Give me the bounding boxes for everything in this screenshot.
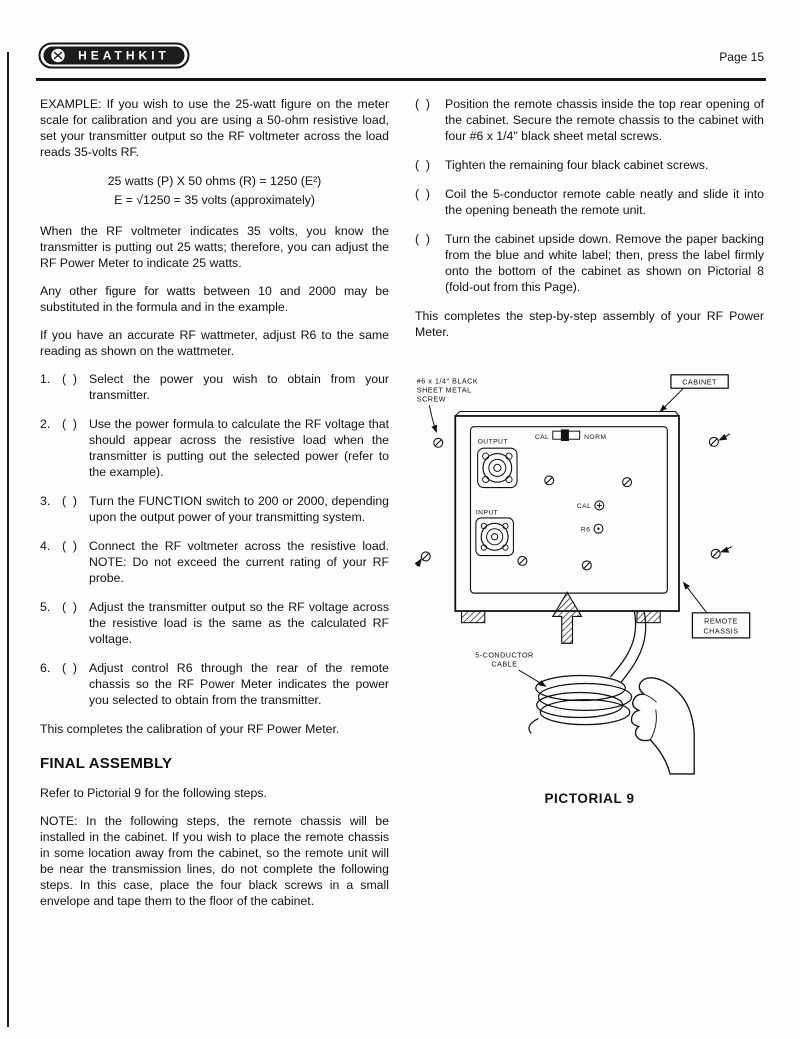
two-column-body: [0, 81, 800, 922]
final-assembly-heading: FINAL ASSEMBLY: [40, 754, 173, 772]
svg-text:OUTPUT: OUTPUT: [477, 438, 508, 446]
right-column: [415, 97, 764, 922]
step-number: 3.: [40, 493, 51, 508]
assembly-complete-paragraph: This completes the step-by-step assembly of your RF Power Meter.: [415, 308, 764, 339]
checkbox: ( ): [62, 599, 78, 614]
checkbox: ( ): [62, 416, 78, 431]
cabinet-label: [660, 375, 728, 412]
other-figures-paragraph: Any other figure for watts between 10 and 2000 may be substituted in the formula and in the example.: [40, 283, 389, 314]
switch-knob: [561, 429, 569, 441]
checkbox: ( ): [62, 660, 78, 675]
svg-text:CAL: CAL: [576, 502, 592, 510]
formula-line-1: 25 watts (P) X 50 ohms (R) = 1250 (E²): [107, 173, 322, 188]
checkbox: ( ): [415, 97, 431, 111]
assembly-item-3: [415, 187, 764, 219]
coiled-cable: [529, 675, 632, 733]
wattmeter-paragraph: If you have an accurate RF wattmeter, adjust R6 to the same reading as shown on the wattmeter.: [40, 327, 389, 358]
five-conductor-cable-label: [475, 651, 545, 686]
assembly-item-text: Coil the 5-conductor remote cable neatly and slide it into the opening beneath the remote unit.: [445, 186, 764, 217]
checkbox: ( ): [415, 157, 431, 172]
svg-text:5-CONDUCTOR: 5-CONDUCTOR: [475, 651, 534, 660]
voltmeter-paragraph: When the RF voltmeter indicates 35 volts, you know the transmitter is putting out 25 watts; therefore, you can adjust the RF Power Meter to indicate 25 watts.: [40, 223, 389, 270]
svg-text:#6 x 1/4" BLACK: #6 x 1/4" BLACK: [416, 377, 479, 386]
svg-text:R6: R6: [580, 526, 591, 534]
cabinet-side-screws: [417, 434, 732, 566]
svg-text:NORM: NORM: [584, 434, 607, 442]
calibration-complete-paragraph: This completes the calibration of your RF Power Meter.: [40, 721, 340, 736]
logo-text: HEATHKIT: [78, 48, 170, 63]
svg-text:CABLE: CABLE: [491, 660, 518, 669]
assembly-item-4: [415, 232, 764, 296]
step-text: Adjust control R6 through the rear of the remote chassis so the RF Power Meter indicates the power you selected to obtain from the transmitter.: [89, 660, 389, 707]
cal-norm-switch: [535, 429, 607, 441]
calibration-steps: [40, 372, 389, 709]
heathkit-logo: [38, 42, 190, 74]
step-text: Select the power you wish to obtain from your transmitter.: [89, 371, 389, 402]
svg-text:CHASSIS: CHASSIS: [703, 627, 739, 636]
note-paragraph: NOTE: In the following steps, the remote chassis will be installed in the cabinet. If you wish to place the remote chassis in some location away from the cabinet, so the remote unit will be near the transmission lines, do not complete the following steps. In this case, place the four black screws in a small envelope and tape them to the floor of the cabinet.: [40, 814, 389, 908]
svg-text:CABINET: CABINET: [682, 378, 717, 387]
checkbox: ( ): [62, 493, 78, 508]
cal-adjust-control: [577, 501, 604, 510]
left-column: [40, 97, 389, 922]
svg-text:REMOTE: REMOTE: [704, 617, 738, 626]
panel-screw-icon: [518, 476, 632, 570]
refer-paragraph: Refer to Pictorial 9 for the following steps.: [40, 786, 267, 801]
assembly-item-text: Position the remote chassis inside the top rear opening of the cabinet. Secure the remote chassis to the cabinet with four #6 x 1/4" black sheet metal screws.: [445, 97, 764, 143]
step-text: Adjust the transmitter output so the RF voltage across the resistive load is the same as the calculated RF voltage.: [89, 599, 389, 646]
step-text: Connect the RF voltmeter across the resistive load. NOTE: Do not exceed the current rating of your RF probe.: [89, 538, 389, 585]
figure-caption: PICTORIAL 9: [544, 790, 635, 806]
step-item-6: [40, 661, 389, 709]
step-number: 2.: [40, 416, 51, 431]
remote-chassis-label: [683, 582, 749, 637]
heathkit-logo-badge: [38, 42, 190, 69]
input-connector: [476, 509, 514, 555]
svg-text:CAL: CAL: [534, 434, 550, 442]
sheet-metal-screw-label: [417, 378, 478, 432]
step-number: 4.: [40, 538, 51, 553]
assembly-item-1: [415, 97, 764, 145]
remote-chassis-panel: [470, 427, 667, 593]
step-number: 6.: [40, 660, 51, 675]
step-item-2: [40, 417, 389, 481]
power-formula: [40, 174, 389, 209]
step-text: Turn the FUNCTION switch to 200 or 2000, depending upon the output power of your transmitting system.: [89, 493, 389, 524]
pictorial-9-drawing: [415, 373, 764, 776]
checkbox: ( ): [62, 371, 78, 386]
step-item-3: [40, 494, 389, 526]
step-item-5: [40, 600, 389, 648]
page-header: [0, 0, 800, 78]
svg-text:SHEET METAL: SHEET METAL: [416, 386, 472, 395]
formula-line-2: E = √1250 = 35 volts (approximately): [114, 192, 315, 207]
assembly-item-text: Turn the cabinet upside down. Remove the paper backing from the blue and white label; then, press the label firmly onto the bottom of the cabinet as shown on Pictorial 8 (fold-out from this Page).: [445, 231, 764, 294]
hand-illustration: [631, 678, 694, 774]
svg-text:INPUT: INPUT: [475, 509, 499, 517]
insert-arrow: [553, 592, 582, 643]
example-paragraph: EXAMPLE: If you wish to use the 25-watt figure on the meter scale for calibration and you are using a 50-ohm resistive load, set your transmitter output so the RF voltmeter across the load reads 35-volts RF.: [40, 97, 389, 159]
pictorial-9-figure: [415, 373, 764, 807]
output-connector: [478, 439, 517, 488]
assembly-item-text: Tighten the remaining four black cabinet screws.: [445, 157, 709, 172]
step-item-1: [40, 372, 389, 404]
checkbox: ( ): [415, 231, 431, 246]
step-text: Use the power formula to calculate the RF voltage that should appear across the resistive load when the transmitter is putting out the selected power (refer to the example).: [89, 416, 389, 479]
page-number: Page 15: [719, 50, 764, 64]
checkbox: ( ): [62, 538, 78, 553]
svg-text:SCREW: SCREW: [416, 395, 447, 404]
r6-control: [581, 524, 603, 533]
step-item-4: [40, 539, 389, 587]
checkbox: ( ): [415, 186, 431, 201]
step-number: 1.: [40, 371, 51, 386]
step-number: 5.: [40, 599, 51, 614]
assembly-item-2: [415, 158, 764, 174]
scan-edge-artifact: [7, 52, 9, 1027]
